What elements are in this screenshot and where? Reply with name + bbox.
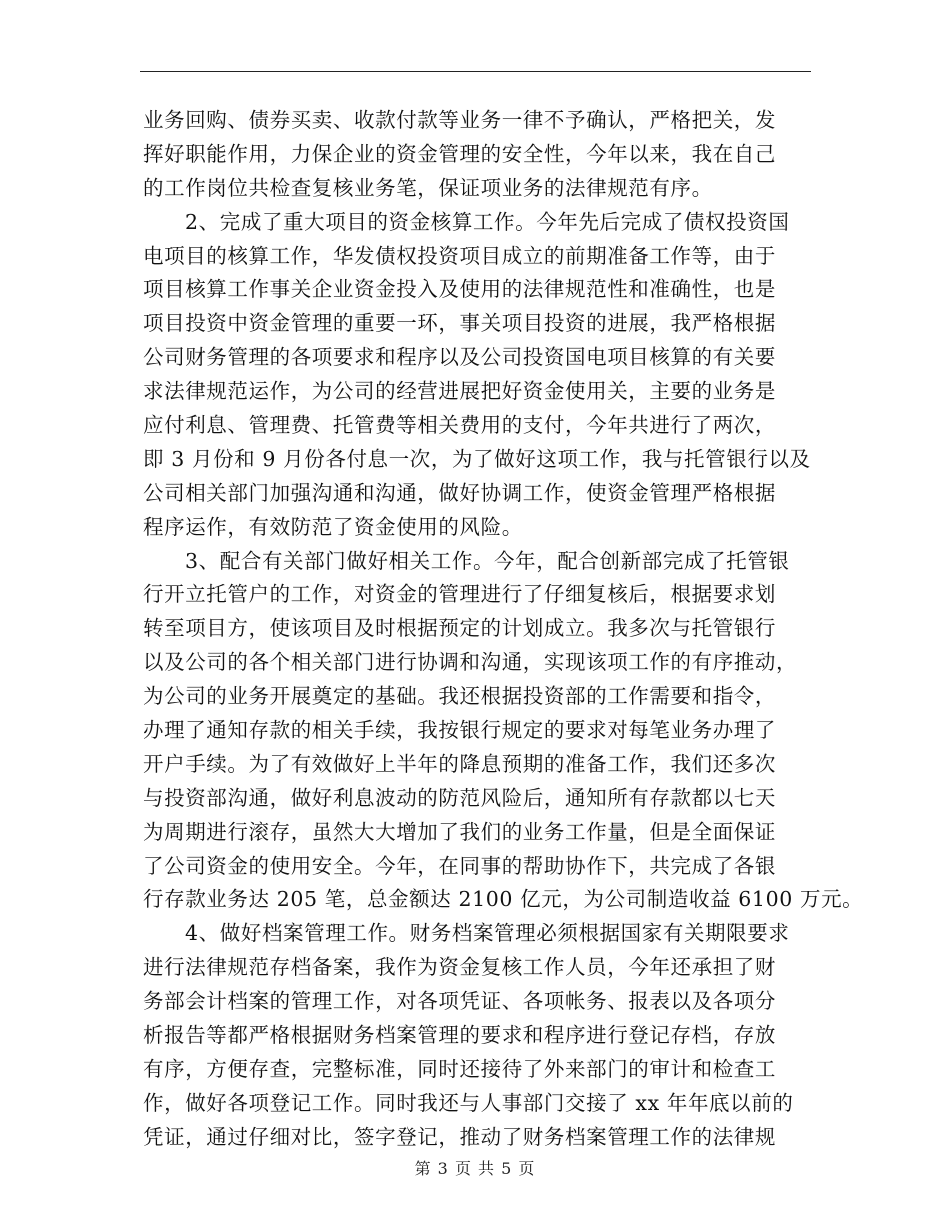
text-line: 为周期进行滚存，虽然大大增加了我们的业务工作量，但是全面保证: [143, 819, 776, 844]
text-line: 公司相关部门加强沟通和沟通，做好协调工作，使资金管理严格根据: [143, 480, 776, 505]
text-line: 即 3 月份和 9 月份各付息一次，为了做好这项工作，我与托管银行以及: [143, 446, 811, 471]
text-line: 业务回购、债券买卖、收款付款等业务一律不予确认，严格把关，发: [143, 108, 776, 132]
text-line: 了公司资金的使用安全。今年，在同事的帮助协作下，共完成了各银: [143, 853, 776, 878]
text-line: 4、做好档案管理工作。财务档案管理必须根据国家有关期限要求: [185, 921, 790, 946]
text-line: 求法律规范运作，为公司的经营进展把好资金使用关，主要的业务是: [143, 379, 776, 404]
text-line: 为公司的业务开展奠定的基础。我还根据投资部的工作需要和指令，: [143, 684, 776, 709]
text-line: 开户手续。为了有效做好上半年的降息预期的准备工作，我们还多次: [143, 751, 776, 776]
text-line: 应付利息、管理费、托管费等相关费用的支付，今年共进行了两次，: [143, 413, 776, 438]
text-line: 务部会计档案的管理工作，对各项凭证、各项帐务、报表以及各项分: [143, 989, 776, 1014]
text-line: 与投资部沟通，做好利息波动的防范风险后，通知所有存款都以七天: [143, 785, 776, 810]
text-line: 2、完成了重大项目的资金核算工作。今年先后完成了债权投资国: [185, 209, 790, 234]
text-line: 行开立托管户的工作，对资金的管理进行了仔细复核后，根据要求划: [143, 582, 776, 607]
text-line: 行存款业务达 205 笔，总金额达 2100 亿元，为公司制造收益 6100 万元。: [143, 887, 864, 912]
text-line: 有序，方便存查，完整标准，同时还接待了外来部门的审计和检查工: [143, 1056, 776, 1081]
text-line: 3、配合有关部门做好相关工作。今年，配合创新部完成了托管银: [185, 548, 790, 573]
text-line: 程序运作，有效防范了资金使用的风险。: [143, 514, 523, 539]
page-number-footer: 第 3 页 共 5 页: [414, 1159, 536, 1178]
document-body: [143, 104, 864, 1155]
text-line: 以及公司的各个相关部门进行协调和沟通，实现该项工作的有序推动，: [143, 650, 798, 675]
text-line: 挥好职能作用，力保企业的资金管理的安全性，今年以来，我在自己: [143, 141, 776, 166]
text-line: 作，做好各项登记工作。同时我还与人事部门交接了 xx 年年底以前的: [143, 1090, 794, 1115]
text-line: 凭证，通过仔细对比，签字登记，推动了财务档案管理工作的法律规: [143, 1124, 776, 1149]
text-line: 项目核算工作事关企业资金投入及使用的法律规范性和准确性，也是: [143, 277, 776, 302]
header-rule: [140, 71, 811, 72]
text-line: 公司财务管理的各项要求和程序以及公司投资国电项目核算的有关要: [143, 345, 776, 370]
text-line: 进行法律规范存档备案，我作为资金复核工作人员，今年还承担了财: [143, 955, 776, 980]
text-line: 的工作岗位共检查复核业务笔，保证项业务的法律规范有序。: [143, 175, 713, 200]
text-line: 办理了通知存款的相关手续，我按银行规定的要求对每笔业务办理了: [143, 718, 776, 743]
text-line: 项目投资中资金管理的重要一环，事关项目投资的进展，我严格根据: [143, 311, 776, 336]
text-line: 析报告等都严格根据财务档案管理的要求和程序进行登记存档，存放: [143, 1023, 776, 1048]
text-line: 转至项目方，使该项目及时根据预定的计划成立。我多次与托管银行: [143, 616, 776, 641]
text-line: 电项目的核算工作，华发债权投资项目成立的前期准备工作等，由于: [143, 243, 776, 268]
